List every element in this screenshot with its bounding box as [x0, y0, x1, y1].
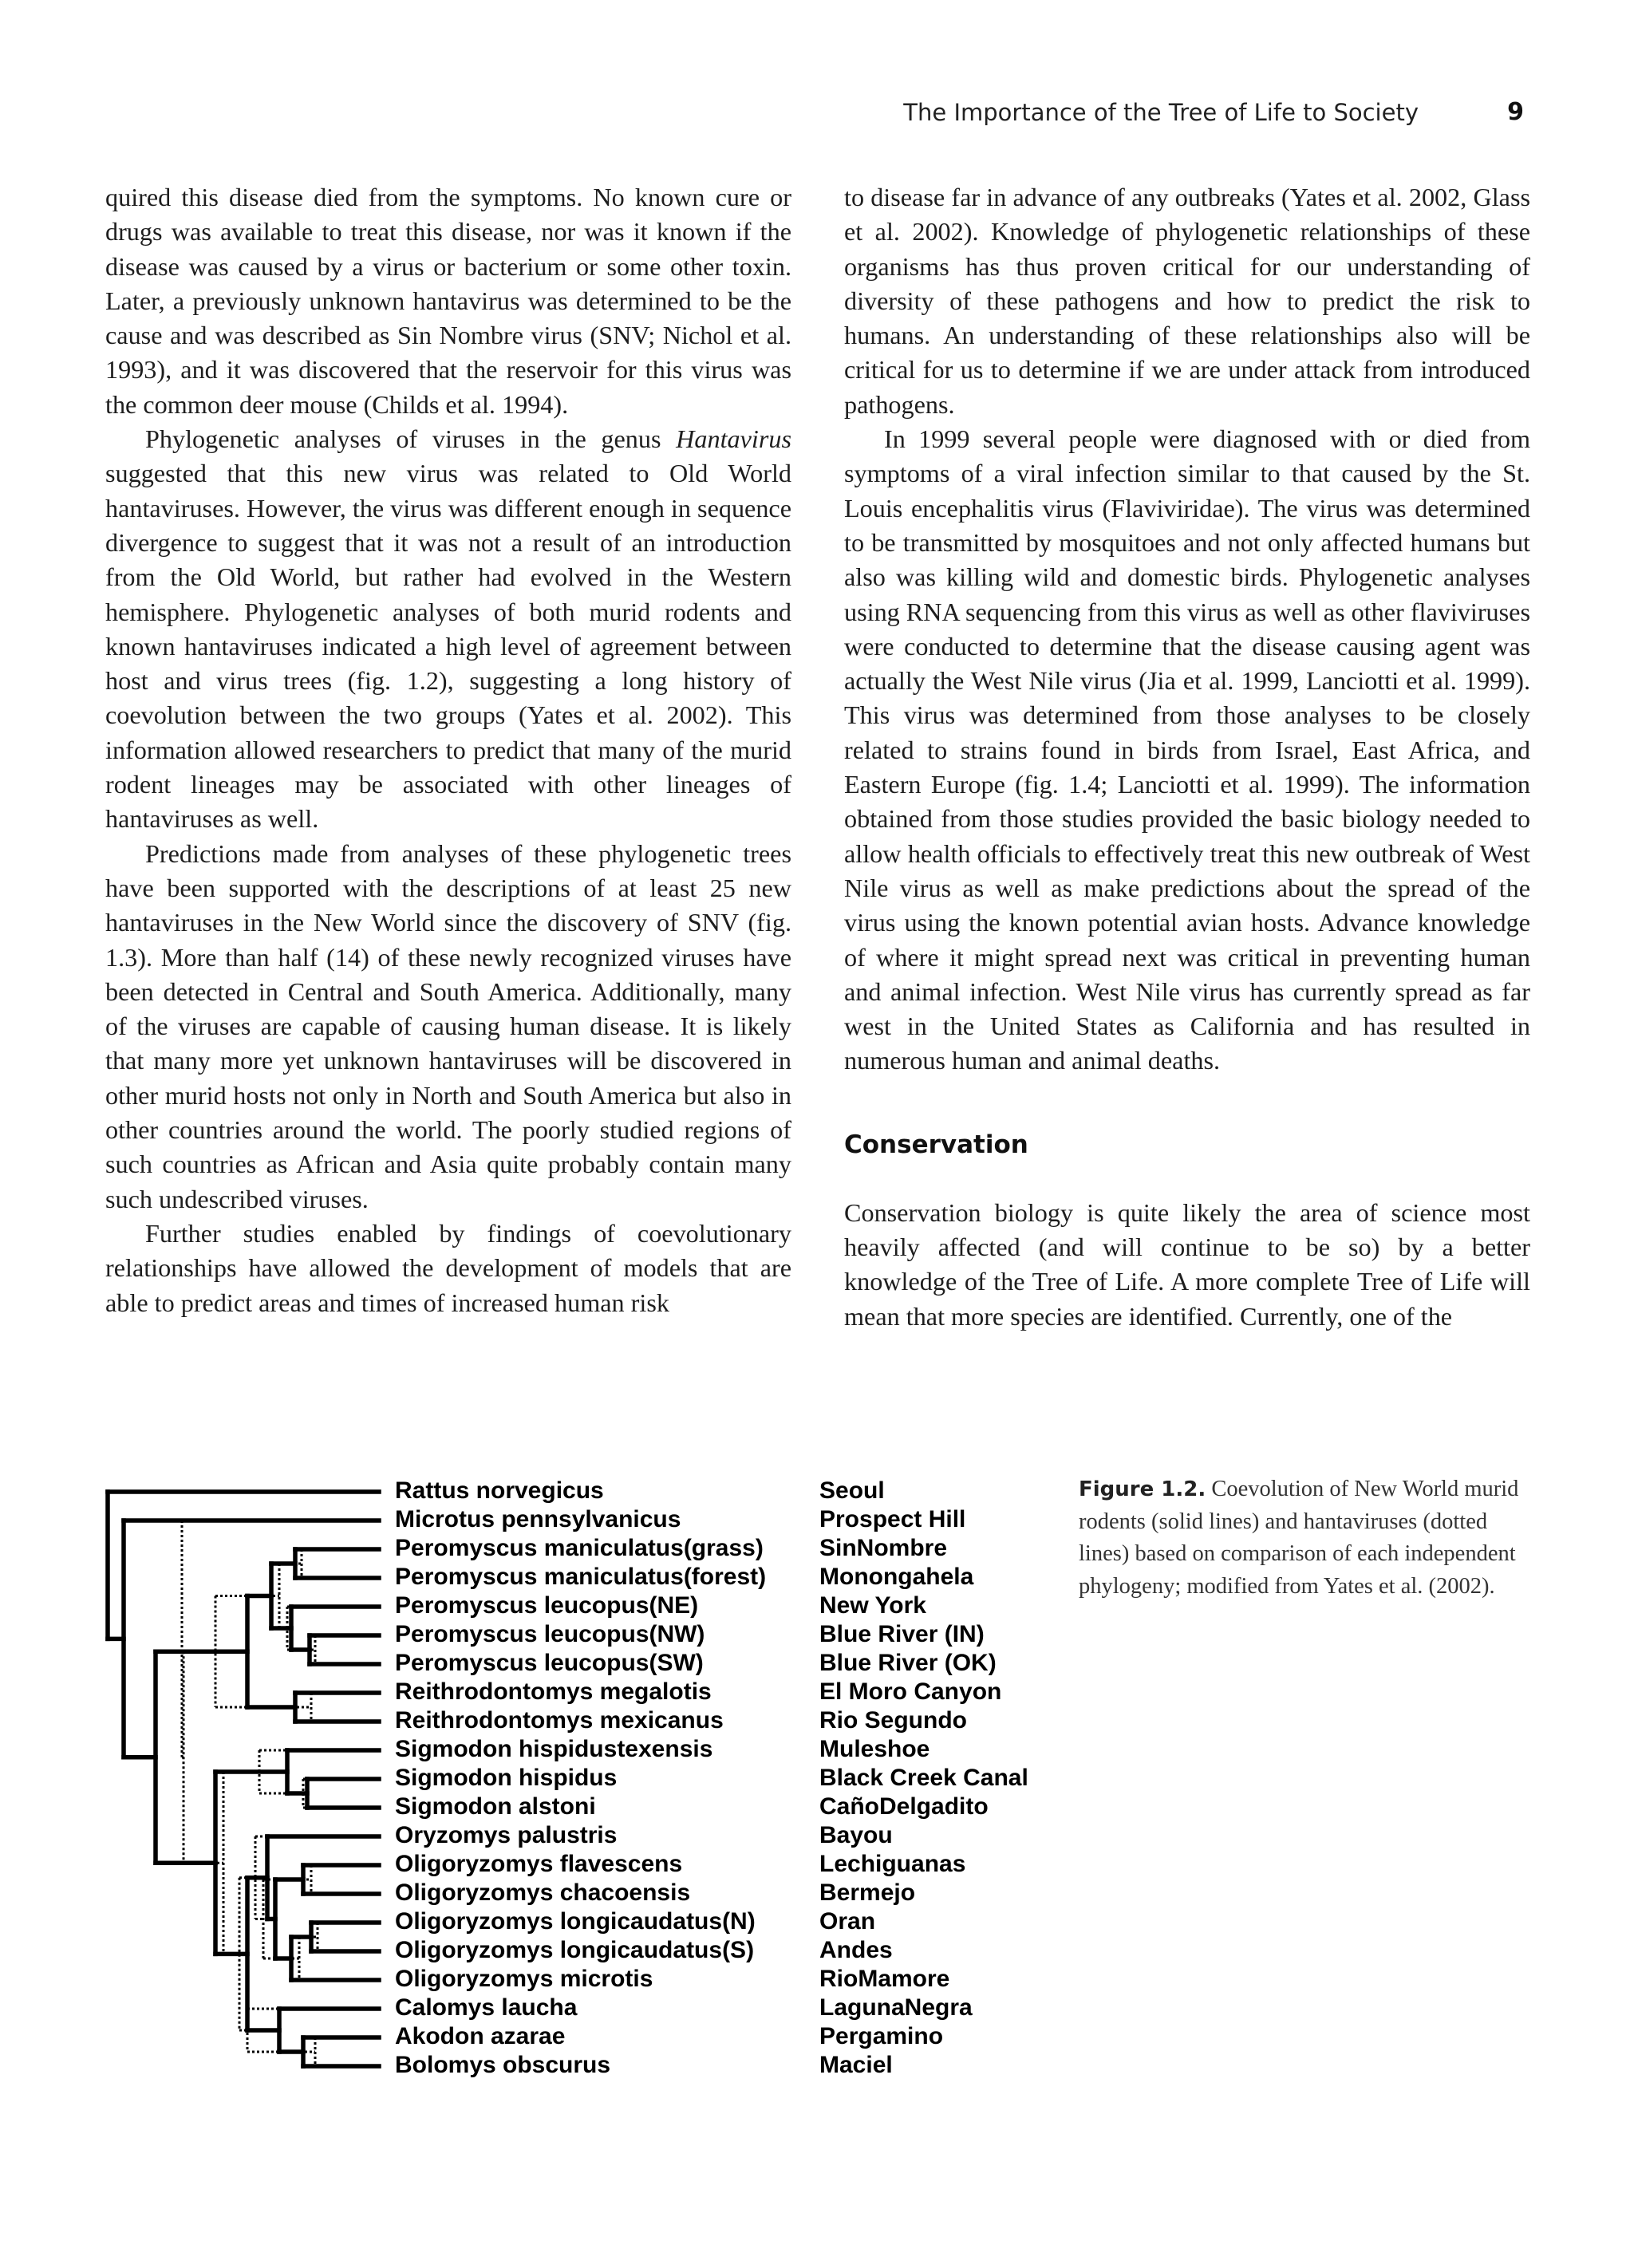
virus-label: Black Creek Canal — [819, 1765, 1028, 1791]
section-heading: Conservation — [844, 1130, 1028, 1159]
host-label: Peromyscus maniculatus(forest) — [395, 1564, 767, 1590]
right-paragraph-1: to disease far in advance of any outbreaks (Yates et al. 2002, Glass et al. 2002). Knowledge of phylogenetic relationships of these organisms has thus proven critical for our understanding of diversity of these pathogens and how to predict the risk to humans. An understanding of these relationships also will be critical for us to determine if we are under attack from introduced pathogens. — [844, 183, 1530, 419]
host-label: Bolomys obscurus — [395, 2052, 611, 2078]
virus-label: RioMamore — [819, 1966, 950, 1992]
left-paragraph-2-start: Phylogenetic analyses of viruses in the genus — [145, 424, 677, 454]
left-paragraph-3: Predictions made from analyses of these phylogenetic trees have been supported with the descriptions of at least 25 new hantaviruses in the New World since the discovery of SNV (fig. 1.3). More than half (14) of these newly recognized viruses have been detected in Central and South America. Additionally, many of the viruses are capable of causing human disease. It is likely that many more yet unknown hantaviruses will be discovered in other murid hosts not only in North and South America but also in other countries around the world. The poorly studied regions of such countries as African and Asia quite probably contain many such undescribed viruses. — [105, 838, 791, 1213]
virus-label: LagunaNegra — [819, 1994, 973, 2021]
coevolution-figure — [96, 1468, 1077, 2106]
host-label: Oligoryzomys longicaudatus(S) — [395, 1937, 755, 1963]
figure-caption-text: Coevolution of New World murid rodents (solid lines) and hantaviruses (dotted lines) based on comparison of each independent phylogeny; modified from Yates et al. (2002). — [1079, 1477, 1519, 1599]
host-label: Oligoryzomys flavescens — [395, 1851, 683, 1877]
virus-label: CañoDelgadito — [819, 1793, 989, 1820]
virus-label: Lechiguanas — [819, 1851, 966, 1877]
virus-label: Monongahela — [819, 1564, 974, 1590]
virus-label: Pergamino — [819, 2023, 944, 2049]
section-spacer-top — [844, 1079, 1530, 1128]
host-label: Akodon azarae — [395, 2023, 566, 2049]
host-label: Sigmodon alstoni — [395, 1793, 596, 1820]
host-label: Microtus pennsylvanicus — [395, 1506, 681, 1532]
virus-label: Andes — [819, 1937, 893, 1963]
virus-label: Prospect Hill — [819, 1506, 966, 1532]
host-label: Oligoryzomys microtis — [395, 1966, 653, 1992]
left-paragraph-2-rest: suggested that this new virus was related to Old World hantaviruses. However, the virus was different enough in sequence divergence to suggest that it was not a result of an introduction from the Old World, but rather had evolved in the Western hemisphere. Phylogenetic analyses of both murid rodents and known hantaviruses indicated a high level of agreement between host and virus trees (fig. 1.2), suggesting a long history of coevolution between the two groups (Yates et al. 2002). This information allowed researchers to predict that many of the murid rodent lineages may be associated with other lineages of hantaviruses as well. — [105, 459, 791, 834]
genus-name: Hantavirus — [676, 424, 791, 454]
virus-label: Blue River (OK) — [819, 1650, 997, 1676]
left-column — [105, 180, 791, 1320]
host-label: Peromyscus maniculatus(grass) — [395, 1535, 764, 1561]
virus-label: Bayou — [819, 1822, 893, 1848]
virus-label: Rio Segundo — [819, 1707, 967, 1734]
host-label: Oryzomys palustris — [395, 1822, 618, 1848]
running-head — [0, 99, 1634, 139]
host-label: Oligoryzomys chacoensis — [395, 1879, 691, 1906]
host-label: Rattus norvegicus — [395, 1477, 604, 1504]
virus-label: Maciel — [819, 2052, 893, 2078]
right-paragraph-2: In 1999 several people were diagnosed with or died from symptoms of a viral infection similar to that caused by the St. Louis encephalitis virus (Flaviviridae). The virus was determined to be transmitted by mosquitoes and not only affected humans but also was killing wild and domestic birds. Phylogenetic analyses using RNA sequencing from this virus as well as other flaviviruses were conducted to determine that the disease causing agent was actually the West Nile virus (Jia et al. 1999, Lanciotti et al. 1999). This virus was determined from those analyses to be closely related to strains found in birds from Israel, East Africa, and Eastern Europe (fig. 1.4; Lanciotti et al. 1999). The information obtained from those studies provided the basic biology needed to allow health officials to effectively treat this new outbreak of West Nile virus as well as make predictions about the spread of the virus using the known potential avian hosts. Advance knowledge of where it might spread next was critical in preventing human and animal infection. West Nile virus has currently spread as far west in the United States as California and has resulted in numerous human and animal deaths. — [844, 424, 1530, 1075]
virus-label: Blue River (IN) — [819, 1621, 985, 1647]
page-number: 9 — [1507, 98, 1524, 126]
right-paragraph-3: Conservation biology is quite likely the area of science most heavily affected (and will continue to be so) by a better knowledge of the Tree of Life. A more complete Tree of Life will mean that more species are identified. Currently, one of the — [844, 1197, 1530, 1331]
virus-label: Seoul — [819, 1477, 885, 1504]
host-label: Peromyscus leucopus(SW) — [395, 1650, 704, 1676]
left-paragraph-2 — [105, 422, 791, 837]
host-label: Reithrodontomys megalotis — [395, 1678, 712, 1705]
host-label: Oligoryzomys longicaudatus(N) — [395, 1908, 756, 1935]
virus-label: Oran — [819, 1908, 876, 1935]
host-label: Calomys laucha — [395, 1994, 578, 2021]
virus-label: SinNombre — [819, 1535, 948, 1561]
host-label: Peromyscus leucopus(NE) — [395, 1592, 699, 1619]
host-label: Sigmodon hispidus — [395, 1765, 618, 1791]
right-column — [844, 180, 1530, 1334]
virus-label: New York — [819, 1592, 926, 1619]
virus-label: Muleshoe — [819, 1736, 930, 1762]
host-label: Sigmodon hispidustexensis — [395, 1736, 713, 1762]
running-title: The Importance of the Tree of Life to Society — [903, 99, 1419, 126]
left-paragraph-4: Further studies enabled by findings of coevolutionary relationships have allowed the development of models that are able to predict areas and times of increased human risk — [105, 1218, 791, 1317]
figure-caption — [1079, 1473, 1525, 1603]
left-paragraph-1: quired this disease died from the symptoms. No known cure or drugs was available to treat this disease, nor was it known if the disease was caused by a virus or bacterium or some other toxin. Later, a previously unknown hantavirus was determined to be the cause and was described as Sin Nombre virus (SNV; Nichol et al. 1993), and it was discovered that the reservoir for this virus was the common deer mouse (Childs et al. 1994). — [105, 183, 791, 419]
host-label: Reithrodontomys mexicanus — [395, 1707, 724, 1734]
virus-label: El Moro Canyon — [819, 1678, 1002, 1705]
figure-number: Figure 1.2. — [1079, 1477, 1206, 1501]
host-label: Peromyscus leucopus(NW) — [395, 1621, 705, 1647]
virus-label: Bermejo — [819, 1879, 916, 1906]
section-spacer-bottom — [844, 1162, 1530, 1196]
